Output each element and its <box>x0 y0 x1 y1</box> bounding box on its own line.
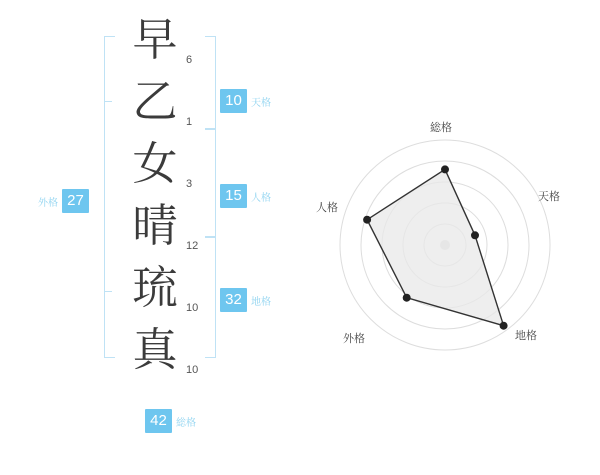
chip-chikaku <box>220 288 271 312</box>
radar-data-point <box>471 231 479 239</box>
axis-label-gaikaku: 外格 <box>343 332 365 345</box>
radar-data-point <box>441 165 449 173</box>
kanji-character: 琉 <box>132 260 178 314</box>
bracket-jinkaku <box>205 128 216 238</box>
kanji-row <box>122 8 193 70</box>
bracket-tenkaku <box>205 36 216 130</box>
chip-soukaku-label: 総格 <box>176 417 196 429</box>
radar-data-point <box>363 216 371 224</box>
radar-chart <box>310 0 600 470</box>
kanji-character: 乙 <box>132 74 178 128</box>
chip-chikaku-label: 地格 <box>251 296 271 308</box>
kanji-character: 早 <box>132 12 178 66</box>
kanji-character: 真 <box>132 322 178 376</box>
chip-tenkaku-label: 天格 <box>251 97 271 109</box>
bracket-chikaku <box>205 236 216 358</box>
stroke-count: 6 <box>186 54 193 66</box>
kanji-row <box>122 318 199 380</box>
radar-data-point <box>500 322 508 330</box>
kanji-character: 女 <box>132 136 178 190</box>
radar-chart-svg <box>310 0 600 470</box>
radar-data-point <box>403 294 411 302</box>
chip-chikaku-value: 32 <box>220 288 247 312</box>
kanji-row <box>122 70 193 132</box>
kanji-character: 晴 <box>132 198 178 252</box>
chip-gaikaku-label: 外格 <box>38 197 58 209</box>
chip-jinkaku <box>220 184 271 208</box>
chip-gaikaku <box>38 189 89 213</box>
axis-label-jinkaku: 人格 <box>316 201 338 214</box>
stroke-count: 12 <box>186 240 199 252</box>
stroke-count: 1 <box>186 116 193 128</box>
chip-jinkaku-label: 人格 <box>251 192 271 204</box>
chip-soukaku-value: 42 <box>145 409 172 433</box>
chip-tenkaku <box>220 89 271 113</box>
kanji-row <box>122 194 199 256</box>
stroke-count: 10 <box>186 364 199 376</box>
kanji-column <box>122 8 199 380</box>
stroke-count: 3 <box>186 178 193 190</box>
bracket-gaikaku <box>104 36 115 358</box>
kanji-row <box>122 256 199 318</box>
axis-label-chikaku: 地格 <box>515 329 537 342</box>
bracket-gaikaku-tick <box>104 101 112 102</box>
chip-tenkaku-value: 10 <box>220 89 247 113</box>
radar-series-polygon <box>367 169 504 325</box>
stroke-count: 10 <box>186 302 199 314</box>
chip-gaikaku-value: 27 <box>62 189 89 213</box>
bracket-gaikaku-tick-lower <box>104 291 112 292</box>
axis-label-soukaku: 総格 <box>430 121 452 134</box>
chip-soukaku <box>145 409 196 433</box>
kanji-row <box>122 132 193 194</box>
axis-label-tenkaku: 天格 <box>538 190 560 203</box>
chip-jinkaku-value: 15 <box>220 184 247 208</box>
